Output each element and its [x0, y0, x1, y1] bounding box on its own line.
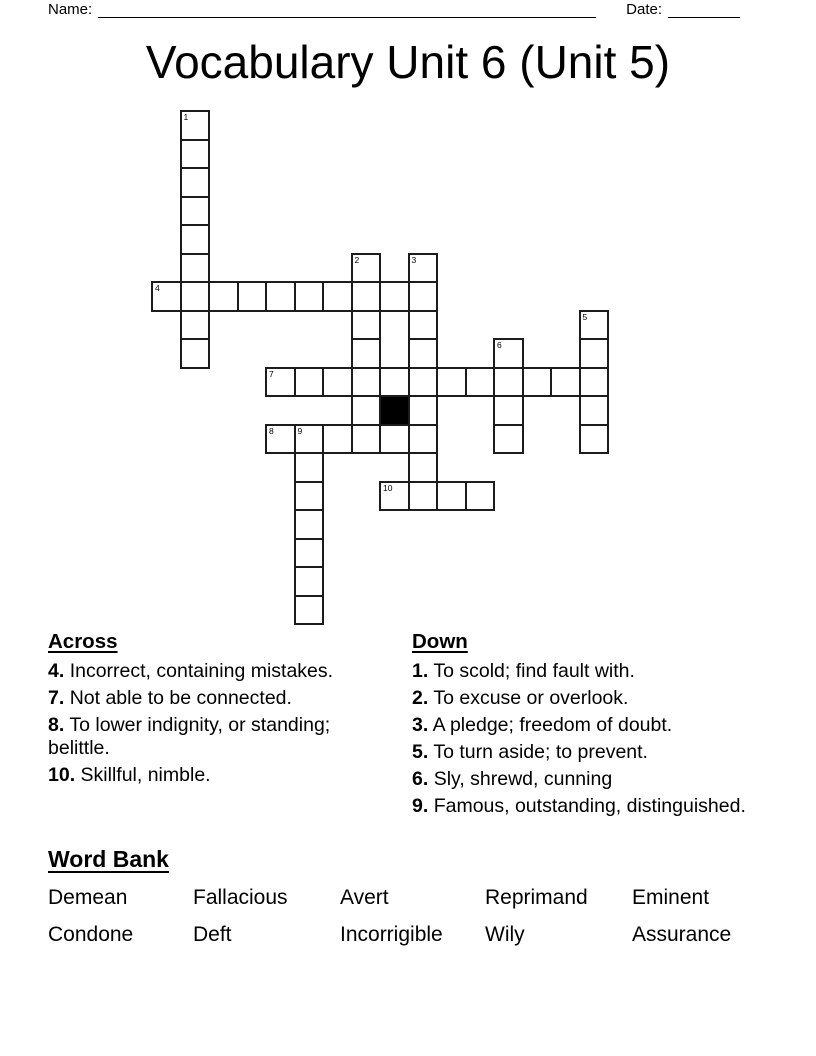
crossword-cell[interactable] — [294, 424, 325, 455]
cell-number: 10 — [383, 482, 393, 493]
crossword-cell[interactable] — [322, 281, 353, 312]
crossword-cell[interactable] — [294, 281, 325, 312]
crossword-cell[interactable] — [180, 253, 211, 284]
crossword-cell[interactable] — [408, 452, 439, 483]
crossword-cell[interactable] — [493, 338, 524, 369]
crossword-cell[interactable] — [237, 281, 268, 312]
crossword-cell[interactable] — [180, 338, 211, 369]
crossword-cell[interactable] — [379, 424, 410, 455]
cell-number: 5 — [582, 311, 588, 322]
clue-text: Skillful, nimble. — [80, 764, 211, 786]
word-bank-word: Demean — [48, 886, 128, 909]
crossword-cell[interactable] — [522, 367, 553, 398]
crossword-cell[interactable] — [322, 424, 353, 455]
clue-number: 6. — [412, 768, 429, 790]
word-bank-word: Wily — [485, 923, 525, 946]
word-bank-word: Incorrigible — [340, 923, 443, 946]
clue-number: 4. — [48, 660, 65, 682]
cell-number: 8 — [269, 425, 274, 436]
clue-number: 10. — [48, 764, 76, 786]
cell-number: 1 — [183, 112, 189, 122]
down-clue-6 — [412, 768, 754, 791]
clue-text: Sly, shrewd, cunning — [433, 768, 613, 790]
clue-text: Famous, outstanding, distinguished. — [433, 795, 746, 817]
crossword-cell[interactable] — [408, 310, 439, 341]
crossword-cell[interactable] — [493, 367, 524, 398]
cell-number: 6 — [497, 340, 502, 350]
name-label: Name: — [48, 1, 93, 18]
crossword-cell[interactable] — [294, 595, 325, 626]
clue-number: 2. — [412, 687, 429, 709]
crossword-cell[interactable] — [436, 481, 467, 512]
crossword-cell[interactable] — [465, 481, 496, 512]
crossword-cell[interactable] — [579, 395, 610, 426]
across-clue-4 — [48, 660, 356, 683]
crossword-cell[interactable] — [294, 566, 325, 597]
page-title: Vocabulary Unit 6 (Unit 5) — [145, 36, 671, 88]
crossword-cell[interactable] — [579, 310, 610, 341]
word-bank-word: Condone — [48, 923, 134, 946]
crossword-cell[interactable] — [408, 338, 439, 369]
crossword-cell[interactable] — [294, 481, 325, 512]
clue-text: To turn aside; to prevent. — [433, 741, 648, 763]
across-clue-10 — [48, 764, 356, 787]
word-bank-word: Assurance — [632, 923, 732, 946]
crossword-cell[interactable] — [379, 281, 410, 312]
crossword-cell[interactable] — [351, 367, 382, 398]
clue-text: To scold; find fault with. — [433, 660, 635, 682]
crossword-cell[interactable] — [379, 367, 410, 398]
crossword-cell[interactable] — [493, 424, 524, 455]
crossword-cell[interactable] — [322, 367, 353, 398]
blocked-cell — [379, 395, 410, 426]
crossword-cell[interactable] — [579, 338, 610, 369]
across-clue-8 — [48, 714, 356, 760]
down-clue-9 — [412, 795, 754, 818]
crossword-cell[interactable] — [208, 281, 239, 312]
crossword-cell[interactable] — [180, 281, 211, 312]
crossword-cell[interactable] — [408, 367, 439, 398]
word-bank-section — [48, 845, 754, 947]
crossword-cell[interactable] — [294, 367, 325, 398]
crossword-cell[interactable] — [351, 253, 382, 284]
clue-text: To excuse or overlook. — [433, 687, 629, 709]
date-label: Date: — [626, 1, 662, 18]
down-heading: Down — [412, 630, 468, 653]
word-bank-heading: Word Bank — [48, 846, 169, 872]
crossword-cell[interactable] — [436, 367, 467, 398]
crossword-cell[interactable] — [351, 338, 382, 369]
clue-number: 8. — [48, 714, 65, 736]
word-bank-word: Reprimand — [485, 886, 588, 909]
crossword-cell[interactable] — [379, 481, 410, 512]
crossword-cell[interactable] — [408, 481, 439, 512]
across-heading: Across — [48, 630, 118, 653]
cell-number: 9 — [297, 425, 303, 436]
crossword-cell[interactable] — [408, 281, 439, 312]
crossword-cell[interactable] — [351, 310, 382, 341]
crossword-cell[interactable] — [351, 395, 382, 426]
crossword-cell[interactable] — [151, 281, 182, 312]
crossword-cell[interactable] — [579, 367, 610, 398]
crossword-cell[interactable] — [180, 196, 211, 227]
crossword-cell[interactable] — [408, 395, 439, 426]
across-clues-section — [48, 629, 356, 791]
crossword-cell[interactable] — [180, 139, 211, 170]
clue-text: A pledge; freedom of doubt. — [432, 714, 673, 736]
word-bank-word: Eminent — [632, 886, 710, 909]
crossword-cell[interactable] — [351, 281, 382, 312]
cell-number: 7 — [269, 368, 274, 379]
clue-number: 7. — [48, 687, 65, 709]
crossword-cell[interactable] — [408, 253, 439, 284]
clue-text: To lower indignity, or standing; belittle. — [48, 714, 331, 759]
word-bank-grid — [48, 886, 754, 947]
crossword-cell[interactable] — [351, 424, 382, 455]
clue-number: 3. — [412, 714, 429, 736]
crossword-cell[interactable] — [265, 424, 296, 455]
crossword-cell[interactable] — [579, 424, 610, 455]
crossword-cell[interactable] — [294, 538, 325, 569]
cell-number: 3 — [411, 254, 417, 265]
crossword-cell[interactable] — [294, 452, 325, 483]
crossword-cell[interactable] — [265, 281, 296, 312]
cell-number: 4 — [155, 283, 160, 293]
clue-text: Not able to be connected. — [69, 687, 292, 709]
crossword-cell[interactable] — [550, 367, 581, 398]
crossword-cell[interactable] — [493, 395, 524, 426]
across-clue-7 — [48, 687, 356, 710]
crossword-cell[interactable] — [408, 424, 439, 455]
crossword-cell[interactable] — [180, 310, 211, 341]
down-clues-section — [412, 629, 754, 822]
down-clue-5 — [412, 741, 754, 764]
word-bank-word: Fallacious — [193, 886, 288, 909]
down-clue-3 — [412, 714, 754, 737]
crossword-cell[interactable] — [180, 167, 211, 198]
clue-number: 5. — [412, 741, 429, 763]
clue-text: Incorrect, containing mistakes. — [69, 660, 334, 682]
clue-number: 9. — [412, 795, 429, 817]
word-bank-word: Deft — [193, 923, 232, 946]
crossword-cell[interactable] — [294, 509, 325, 540]
crossword-cell[interactable] — [465, 367, 496, 398]
cell-number: 2 — [354, 254, 360, 265]
crossword-cell[interactable] — [180, 224, 211, 255]
crossword-cell[interactable] — [265, 367, 296, 398]
crossword-cell[interactable] — [180, 110, 211, 141]
down-clue-1 — [412, 660, 754, 683]
down-clue-2 — [412, 687, 754, 710]
word-bank-word: Avert — [340, 886, 389, 909]
clue-number: 1. — [412, 660, 429, 682]
